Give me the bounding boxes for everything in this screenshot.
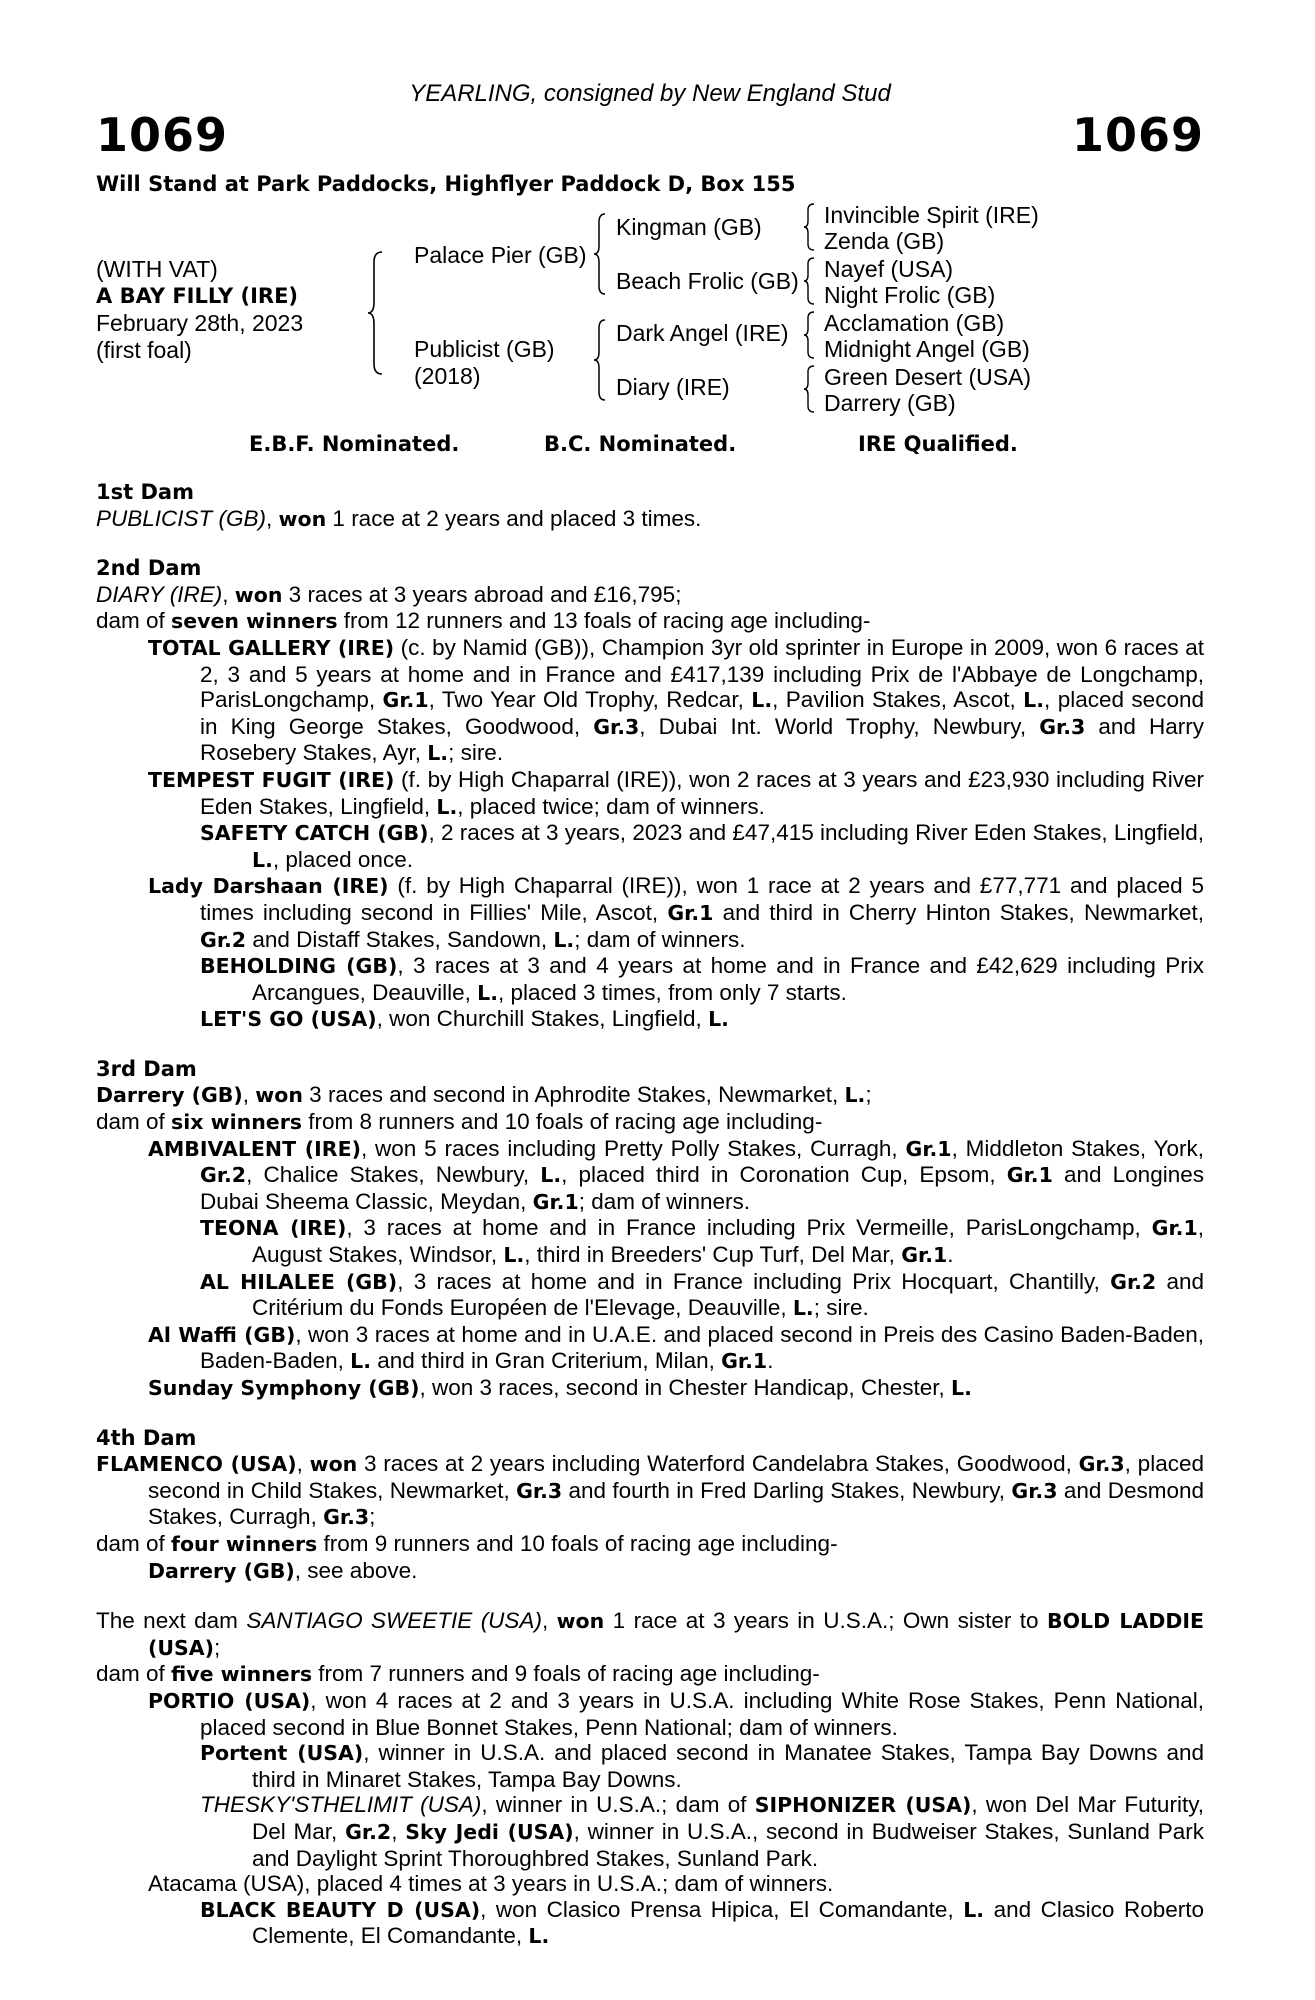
pedigree-brace-g1 [802, 202, 816, 252]
consignor-line: YEARLING, consigned by New England Stud [409, 80, 891, 107]
ebf-nomination: E.B.F. Nominated. [249, 432, 460, 456]
catalogue-page [96, 0, 1204, 2000]
grandparent-5: Acclamation (GB) [824, 310, 1005, 336]
fourth-dam-produce-summary: dam of four winners from 9 runners and 10 foals of racing age including- [96, 1530, 838, 1556]
fifth-dam-entry: The next dam SANTIAGO SWEETIE (USA), won 1 race at 3 years in U.S.A.; Own sister to BOLD LADDIE (USA); [96, 1608, 1204, 1660]
produce-beholding: BEHOLDING (GB), 3 races at 3 and 4 years at home and in France and £42,629 including Prix Arcangues, Deauville, L., placed 3 times, from only 7 starts. [200, 953, 1205, 1005]
produce-tempest-fugit: TEMPEST FUGIT (IRE) (f. by High Chaparral (IRE)), won 2 races at 3 years and £23,930 including River Eden Stakes, Lingfield, L., placed twice; dam of winners. [148, 766, 1204, 819]
dam-year: (2018) [414, 363, 481, 389]
dam-dam: Diary (IRE) [616, 374, 730, 400]
stand-location: Will Stand at Park Paddocks, Highflyer Paddock D, Box 155 [96, 172, 796, 196]
foaling-date: February 28th, 2023 [96, 310, 304, 336]
produce-portio: PORTIO (USA), won 4 races at 2 and 3 years in U.S.A. including White Rose Stakes, Penn National, placed second in Blue Bonnet Stakes, Penn National; dam of winners. [148, 1687, 1204, 1740]
produce-ambivalent: AMBIVALENT (IRE), won 5 races including Pretty Polly Stakes, Curragh, Gr.1, Middleton Stakes, York, Gr.2, Chalice Stakes, Newbury, L., placed third in Coronation Cup, Epsom, Gr.1 and Longines Dubai Sheema Classic, Meydan, Gr.1; dam of winners. [148, 1135, 1204, 1214]
foal-note: (first foal) [96, 337, 192, 363]
produce-portent: Portent (USA), winner in U.S.A. and placed second in Manatee Stakes, Tampa Bay Downs and third in Minaret Stakes, Tampa Bay Downs. [200, 1740, 1204, 1792]
family-details [96, 480, 1204, 1950]
produce-thesky: THESKY'STHELIMIT (USA), winner in U.S.A.; dam of SIPHONIZER (USA), won Del Mar Futurity, Del Mar, Gr.2, Sky Jedi (USA), winner in U.S.A., second in Budweiser Stakes, Sunland Park and Daylight Sprint Thoroughbred Stakes, Sunland Park. [200, 1792, 1205, 1871]
produce-al-hilalee: AL HILALEE (GB), 3 races at home and in France including Prix Hocquart, Chantilly, Gr.2 and Critérium du Fonds Européen de l'Elevage, Deauville, L.; sire. [200, 1268, 1204, 1321]
pedigree-brace-g4 [802, 364, 816, 414]
fifth-dam-produce-summary: dam of five winners from 7 runners and 9 foals of racing age including- [96, 1661, 820, 1687]
produce-darrery: Darrery (GB), see above. [148, 1557, 418, 1583]
second-dam-heading: 2nd Dam [96, 556, 202, 581]
third-dam-entry: Darrery (GB), won 3 races and second in Aphrodite Stakes, Newmarket, L.; [96, 1082, 872, 1108]
second-dam-entry: DIARY (IRE), won 3 races at 3 years abroad and £16,795; [96, 581, 682, 607]
produce-safety-catch: SAFETY CATCH (GB), 2 races at 3 years, 2023 and £47,415 including River Eden Stakes, Lingfield, L., placed once. [200, 820, 1204, 872]
dam: Publicist (GB) [414, 336, 555, 362]
horse-name: A BAY FILLY (IRE) [96, 284, 299, 308]
produce-teona: TEONA (IRE), 3 races at home and in France including Prix Vermeille, ParisLongchamp, Gr.1, August Stakes, Windsor, L., third in Breeders' Cup Turf, Del Mar, Gr.1. [200, 1215, 1204, 1268]
grandparent-1: Invincible Spirit (IRE) [824, 202, 1039, 228]
third-dam-heading: 3rd Dam [96, 1056, 197, 1081]
pedigree-brace-g2 [802, 256, 816, 306]
produce-lady-darshaan: Lady Darshaan (IRE) (f. by High Chaparral (IRE)), won 1 race at 2 years and £77,771 and placed 5 times including second in Fillies' Mile, Ascot, Gr.1 and third in Cherry Hinton Stakes, Newmarket, Gr.2 and Distaff Stakes, Sandown, L.; dam of winners. [148, 873, 1204, 952]
produce-atacama: Atacama (USA), placed 4 times at 3 years in U.S.A.; dam of winners. [148, 1871, 834, 1897]
produce-sunday-symphony: Sunday Symphony (GB), won 3 races, second in Chester Handicap, Chester, L. [148, 1375, 972, 1400]
produce-lets-go: LET'S GO (USA), won Churchill Stakes, Lingfield, L. [200, 1006, 729, 1032]
sire-dam: Beach Frolic (GB) [616, 268, 799, 294]
lot-number-right: 1069 [1071, 108, 1204, 162]
ire-qualification: IRE Qualified. [858, 432, 1018, 456]
second-dam-produce-summary: dam of seven winners from 12 runners and 13 foals of racing age including- [96, 608, 871, 634]
third-dam-produce-summary: dam of six winners from 8 runners and 10 foals of racing age including- [96, 1109, 823, 1135]
pedigree-brace-dam [592, 318, 608, 402]
bc-nomination: B.C. Nominated. [544, 432, 737, 456]
produce-black-beauty: BLACK BEAUTY D (USA), won Clasico Prensa Hipica, El Comandante, L. and Clasico Roberto Clemente, El Comandante, L. [200, 1896, 1205, 1949]
pedigree-brace-sire [592, 212, 608, 296]
pedigree-brace-g3 [802, 310, 816, 360]
sire: Palace Pier (GB) [414, 242, 587, 268]
first-dam-heading: 1st Dam [96, 480, 194, 504]
grandparent-3: Nayef (USA) [824, 256, 954, 282]
grandparent-7: Green Desert (USA) [824, 364, 1032, 390]
grandparent-8: Darrery (GB) [824, 390, 956, 416]
vat-note: (WITH VAT) [96, 256, 218, 282]
fourth-dam-entry: FLAMENCO (USA), won 3 races at 2 years including Waterford Candelabra Stakes, Goodwood, Gr.3, placed second in Child Stakes, Newmarket, Gr.3 and fourth in Fred Darling Stakes, Newbury, Gr.3 and Desmond Stakes, Curragh, Gr.3; [96, 1451, 1204, 1530]
pedigree-brace-main [366, 250, 386, 376]
fourth-dam-heading: 4th Dam [96, 1425, 197, 1450]
produce-total-gallery: TOTAL GALLERY (IRE) (c. by Namid (GB)), Champion 3yr old sprinter in Europe in 2009, won 6 races at 2, 3 and 5 years at home and in France and £417,139 including Prix de l'Abbaye de Longchamp, ParisLongchamp, Gr.1, Two Year Old Trophy, Redcar, L., Pavilion Stakes, Ascot, L., placed second in King George Stakes, Goodwood, Gr.3, Dubai Int. World Trophy, Newbury, Gr.3 and Harry Rosebery Stakes, Ayr, L.; sire. [148, 634, 1205, 766]
grandparent-4: Night Frolic (GB) [824, 282, 996, 308]
grandparent-2: Zenda (GB) [824, 228, 945, 254]
dam-sire: Dark Angel (IRE) [616, 320, 789, 346]
grandparent-6: Midnight Angel (GB) [824, 336, 1030, 362]
first-dam-entry: PUBLICIST (GB), won 1 race at 2 years and placed 3 times. [96, 505, 702, 531]
sire-sire: Kingman (GB) [616, 214, 762, 240]
produce-al-waffi: Al Waffi (GB), won 3 races at home and in U.A.E. and placed second in Preis des Casino Baden-Baden, Baden-Baden, L. and third in Gran Criterium, Milan, Gr.1. [148, 1321, 1204, 1374]
lot-number-left: 1069 [96, 108, 229, 162]
